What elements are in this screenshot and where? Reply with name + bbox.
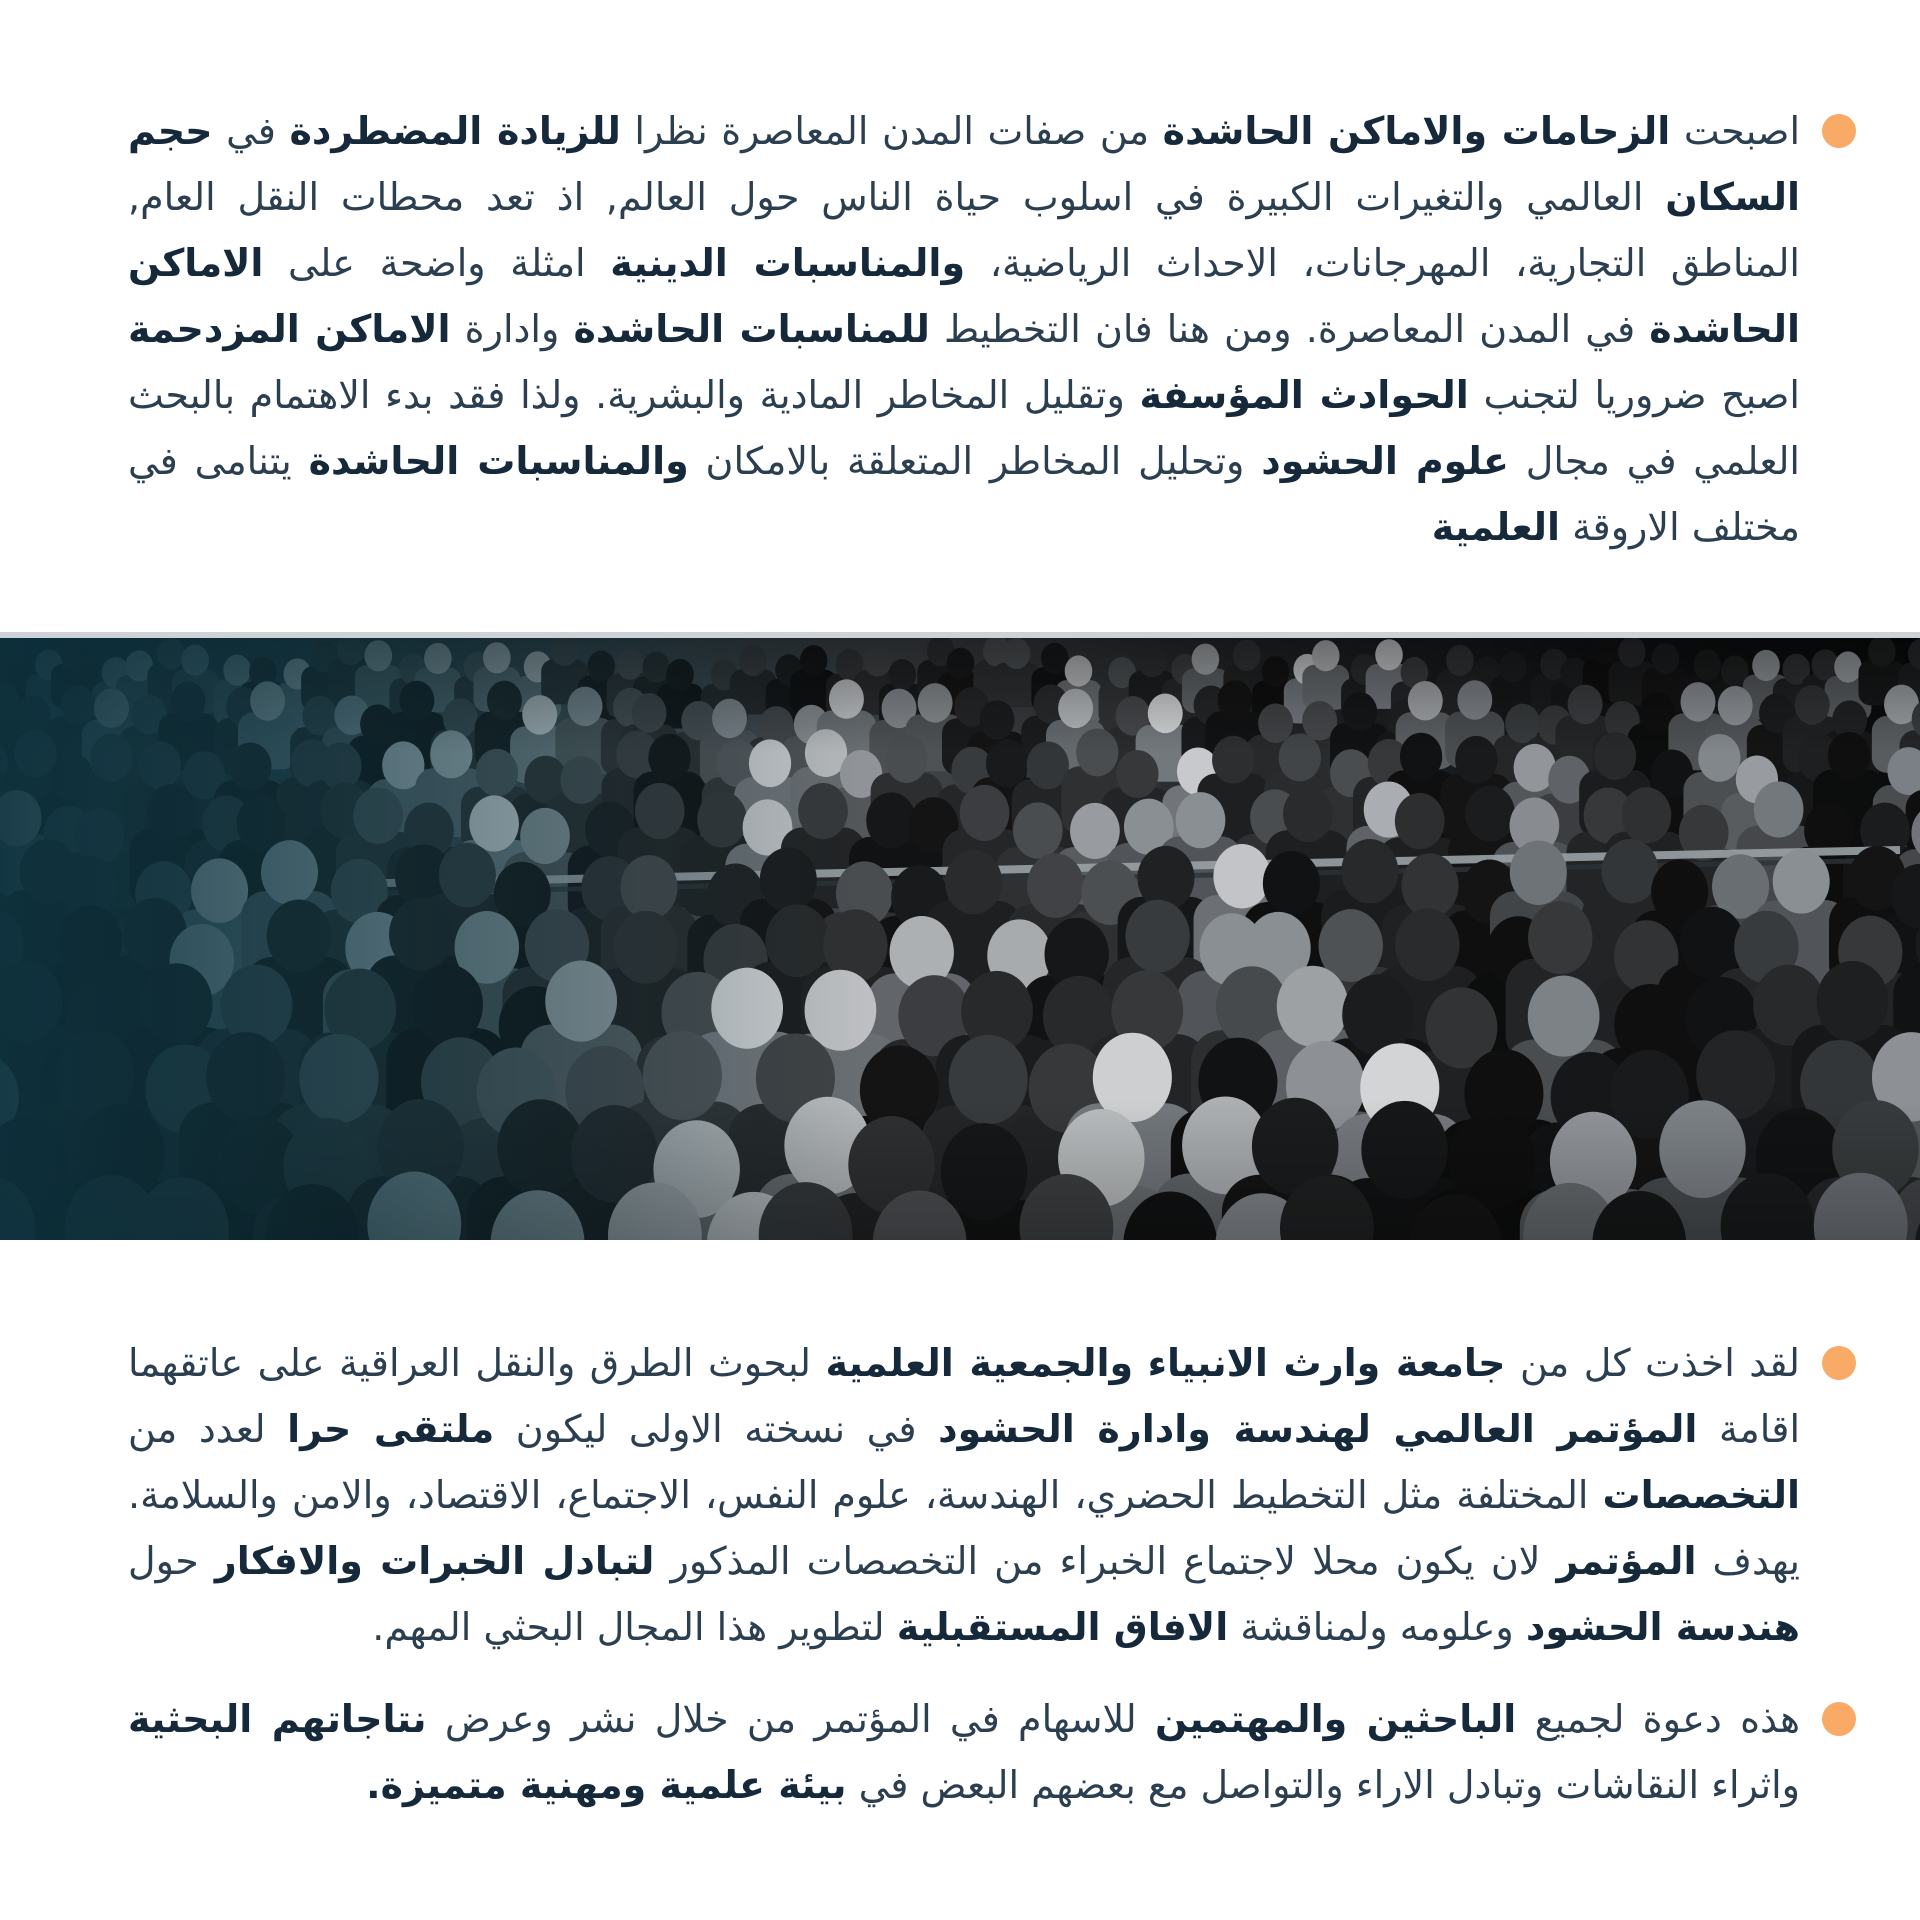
text-segment: هندسة الحشود bbox=[1525, 1605, 1800, 1649]
text-segment: وتقليل المخاطر المادية والبشرية. ولذا فقد بدء الاهتمام بالبحث العلمي في مجال bbox=[128, 373, 1800, 483]
text-segment: العالمي والتغيرات الكبيرة في اسلوب حياة الناس حول العالم, اذ تعد محطات النقل العام, المناطق التجارية، المهرجانات، الاحداث الرياضية، bbox=[128, 175, 1800, 285]
text-segment: المؤتمر العالمي لهندسة وادارة الحشود bbox=[938, 1407, 1698, 1451]
paragraph-invitation bbox=[128, 1686, 1856, 1818]
text-segment: اصبحت bbox=[1670, 109, 1801, 153]
text-segment: المؤتمر bbox=[1556, 1539, 1697, 1583]
text-segment: الباحثين والمهتمين bbox=[1155, 1697, 1517, 1741]
text-segment: لان يكون محلا لاجتماع الخبراء من التخصصات المذكور bbox=[654, 1539, 1557, 1583]
text-segment: الاماكن المزدحمة bbox=[128, 307, 451, 351]
paragraph-intro bbox=[128, 98, 1856, 560]
text-segment: اصبح ضروريا لتجنب bbox=[1468, 373, 1800, 417]
text-segment: امثلة واضحة على bbox=[263, 241, 611, 285]
photo-top-edge bbox=[0, 632, 1920, 638]
text-segment: والجمعية العلمية bbox=[825, 1341, 1134, 1385]
crowd-photo bbox=[0, 632, 1920, 1240]
paragraph-intro-text bbox=[128, 98, 1800, 560]
text-segment bbox=[1133, 1341, 1147, 1385]
text-segment: ملتقى حرا bbox=[287, 1407, 495, 1451]
bullet-icon bbox=[1822, 1346, 1856, 1380]
paragraph-invitation-text bbox=[128, 1686, 1800, 1818]
text-segment: للاسهام في المؤتمر من خلال نشر وعرض bbox=[426, 1697, 1156, 1741]
text-segment: واثراء النقاشات وتبادل الاراء والتواصل مع بعضهم البعض في bbox=[846, 1763, 1800, 1807]
text-segment: علوم الحشود bbox=[1261, 439, 1509, 483]
text-segment: الحوادث المؤسفة bbox=[1139, 373, 1469, 417]
text-segment: من صفات المدن المعاصرة نظرا bbox=[620, 109, 1163, 153]
text-segment: في نسخته الاولى ليكون bbox=[494, 1407, 939, 1451]
bullet-icon bbox=[1822, 114, 1856, 148]
text-segment: في المدن المعاصرة. ومن هنا فان التخطيط bbox=[929, 307, 1650, 351]
paragraph-organizers bbox=[128, 1330, 1856, 1660]
text-segment: يتنامى في مختلف الاروقة bbox=[128, 439, 1800, 549]
text-segment: حجم السكان bbox=[128, 109, 1800, 219]
text-segment: وتحليل المخاطر المتعلقة بالامكان bbox=[688, 439, 1262, 483]
text-segment: الزحامات والاماكن الحاشدة bbox=[1162, 109, 1671, 153]
text-segment: وادارة bbox=[450, 307, 574, 351]
text-segment: بيئة علمية ومهنية متميزة. bbox=[366, 1763, 847, 1807]
text-segment: هذه دعوة لجميع bbox=[1516, 1697, 1800, 1741]
text-segment: لعدد من bbox=[128, 1407, 288, 1451]
text-segment: لقد اخذت كل من bbox=[1505, 1341, 1800, 1385]
text-segment: التخصصات bbox=[1602, 1473, 1800, 1517]
text-segment: وعلومه ولمناقشة bbox=[1228, 1605, 1526, 1649]
text-segment: للمناسبات الحاشدة bbox=[573, 307, 930, 351]
photo-teal-overlay bbox=[0, 632, 1920, 1240]
text-segment: العلمية bbox=[1431, 505, 1561, 549]
paragraph-organizers-text bbox=[128, 1330, 1800, 1660]
text-segment: في bbox=[212, 109, 290, 153]
text-segment: لتطوير هذا المجال البحثي المهم. bbox=[372, 1605, 897, 1649]
text-segment: الافاق المستقبلية bbox=[896, 1605, 1229, 1649]
text-segment: المختلفة مثل التخطيط الحضري، الهندسة، علوم النفس، الاجتماع، الاقتصاد، والامن والسلامة. يهدف bbox=[128, 1473, 1800, 1583]
text-segment: للزيادة المضطردة bbox=[289, 109, 621, 153]
text-segment: والمناسبات الحاشدة bbox=[308, 439, 689, 483]
text-segment: لبحوث الطرق والنقل العراقية على عاتقهما اقامة bbox=[128, 1341, 1800, 1451]
text-segment: لتبادل الخبرات والافكار bbox=[214, 1539, 655, 1583]
crowd-photo-illustration bbox=[0, 632, 1920, 1240]
text-segment: الاماكن الحاشدة bbox=[128, 241, 1800, 351]
text-segment: حول bbox=[128, 1539, 215, 1583]
bullet-icon bbox=[1822, 1702, 1856, 1736]
text-segment: والمناسبات الدينية bbox=[610, 241, 966, 285]
text-segment: جامعة وارث الانبياء bbox=[1147, 1341, 1506, 1385]
text-segment: نتاجاتهم البحثية bbox=[128, 1697, 427, 1741]
